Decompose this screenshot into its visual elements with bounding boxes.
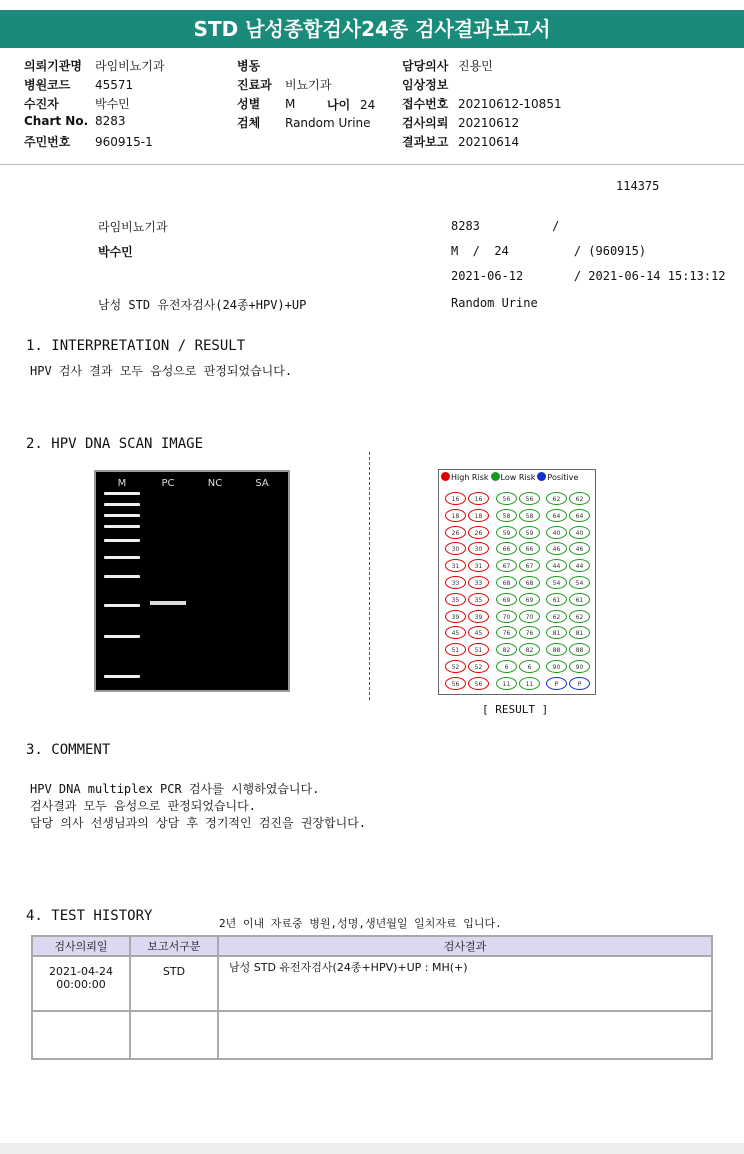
chip-spot: P xyxy=(569,677,590,690)
chip-spot: 62 xyxy=(546,492,567,505)
header-value: 20210614 xyxy=(458,135,520,149)
header-field xyxy=(402,114,519,131)
table-row xyxy=(32,1011,712,1059)
chip-spot: 44 xyxy=(546,559,567,572)
chip-spot: 54 xyxy=(569,576,590,589)
header-value: 비뇨기과 xyxy=(285,78,332,92)
comment-block xyxy=(30,781,366,832)
legend-dot-icon xyxy=(491,472,500,481)
summary-specimen: Random Urine xyxy=(451,296,538,310)
header-field xyxy=(24,114,126,128)
legend-label: Positive xyxy=(547,473,579,482)
chip-spot: 81 xyxy=(569,626,590,639)
marker-band xyxy=(104,675,140,678)
chip-spot: 70 xyxy=(519,610,540,623)
header-label: 병원코드 xyxy=(24,78,71,92)
legend-dot-icon xyxy=(441,472,450,481)
chip-spot: 59 xyxy=(519,526,540,539)
gel-image xyxy=(94,470,290,692)
summary-test-name: 남성 STD 유전자검사(24종+HPV)+UP xyxy=(98,298,307,312)
age-label: 나이 xyxy=(327,98,351,112)
comment-line: HPV DNA multiplex PCR 검사를 시행하였습니다. xyxy=(30,782,320,796)
page-footer-bar xyxy=(0,1143,744,1154)
legend-dot-icon xyxy=(537,472,546,481)
chip-spot: 67 xyxy=(496,559,517,572)
chip-spot: 56 xyxy=(519,492,540,505)
divider-dashed xyxy=(369,452,370,700)
chip-spot: 69 xyxy=(519,593,540,606)
header-value: 8283 xyxy=(95,114,126,128)
chip-spot: 11 xyxy=(519,677,540,690)
history-date: 2021-04-24 xyxy=(49,965,113,978)
header-label: 수진자 xyxy=(24,97,59,111)
header-value: 라임비뇨기과 xyxy=(95,59,165,73)
chip-spot: 66 xyxy=(496,542,517,555)
header-value: 960915-1 xyxy=(95,135,153,149)
chip-spot: 44 xyxy=(569,559,590,572)
header-field xyxy=(237,57,285,74)
summary-hospital: 라임비뇨기과 xyxy=(98,220,168,234)
chip-spot: 62 xyxy=(569,610,590,623)
marker-band xyxy=(104,514,140,517)
section-3-title: 3. COMMENT xyxy=(26,742,111,758)
history-header-row xyxy=(32,936,712,956)
chip-spot: 11 xyxy=(496,677,517,690)
chip-spot: 45 xyxy=(445,626,466,639)
gel-lane-label: M xyxy=(117,478,127,489)
chip-spot: 51 xyxy=(468,643,489,656)
chip-spot: 30 xyxy=(468,542,489,555)
chip-spot: P xyxy=(546,677,567,690)
chip-spot: 18 xyxy=(468,509,489,522)
chip-spot: 16 xyxy=(445,492,466,505)
chip-caption: [ RESULT ] xyxy=(482,703,549,716)
header-label: 검사의뢰 xyxy=(402,116,449,130)
chip-spot: 33 xyxy=(468,576,489,589)
doc-number: 114375 xyxy=(616,179,660,193)
gel-lane-label: SA xyxy=(255,478,269,489)
chip-legend xyxy=(441,472,580,482)
header-field xyxy=(402,133,519,150)
chip-spot: 56 xyxy=(468,677,489,690)
gel-lane-label: NC xyxy=(207,478,223,489)
chip-spot: 64 xyxy=(546,509,567,522)
header-label: 병동 xyxy=(237,59,261,73)
chip-spot: 33 xyxy=(445,576,466,589)
header-value: 45571 xyxy=(95,78,134,92)
interpretation-text: HPV 검사 결과 모두 음성으로 판정되었습니다. xyxy=(30,364,293,378)
chip-spot: 52 xyxy=(468,660,489,673)
chip-spot: 56 xyxy=(445,677,466,690)
section-2-title: 2. HPV DNA SCAN IMAGE xyxy=(26,436,204,452)
chip-spot: 67 xyxy=(519,559,540,572)
chip-spot: 56 xyxy=(496,492,517,505)
chip-spot: 40 xyxy=(569,526,590,539)
history-header-date: 검사의뢰일 xyxy=(32,936,130,956)
header-value: 20210612-10851 xyxy=(458,97,562,111)
history-time: 00:00:00 xyxy=(56,978,106,991)
chip-spot: 39 xyxy=(445,610,466,623)
section-4-title: 4. TEST HISTORY xyxy=(26,908,153,924)
chip-spot: 81 xyxy=(546,626,567,639)
marker-band xyxy=(104,539,140,542)
header-field xyxy=(402,76,458,93)
chip-spot: 30 xyxy=(445,542,466,555)
chip-spot: 58 xyxy=(496,509,517,522)
header-value: M xyxy=(285,97,296,111)
chip-spot: 90 xyxy=(546,660,567,673)
chip-spot: 68 xyxy=(496,576,517,589)
section-1-title: 1. INTERPRETATION / RESULT xyxy=(26,338,246,354)
report-title: STD 남성종합검사24종 검사결과보고서 xyxy=(0,10,744,48)
chip-spot: 6 xyxy=(519,660,540,673)
table-row xyxy=(32,956,712,1011)
chip-spot: 82 xyxy=(496,643,517,656)
chip-spot: 18 xyxy=(445,509,466,522)
header-label: 주민번호 xyxy=(24,135,71,149)
header-value: 박수민 xyxy=(95,97,130,111)
chip-spot: 54 xyxy=(546,576,567,589)
header-field xyxy=(237,76,331,93)
header-label: 진료과 xyxy=(237,78,272,92)
header-field xyxy=(24,57,165,74)
history-type: STD xyxy=(130,956,218,1011)
chip-spot: 51 xyxy=(445,643,466,656)
header-value: 진용민 xyxy=(458,59,493,73)
header-divider xyxy=(0,164,744,165)
header-label: 담당의사 xyxy=(402,59,449,73)
chip-spot: 16 xyxy=(468,492,489,505)
chip-spot: 61 xyxy=(546,593,567,606)
summary-sex-age: M / 24 / (960915) xyxy=(451,244,647,258)
header-label: 의뢰기관명 xyxy=(24,59,82,73)
gel-lane-label: PC xyxy=(161,478,175,489)
marker-band xyxy=(104,575,140,578)
header-label: 결과보고 xyxy=(402,135,449,149)
history-type xyxy=(130,1011,218,1059)
chip-spot: 69 xyxy=(496,593,517,606)
chip-spot: 88 xyxy=(546,643,567,656)
header-label: Chart No. xyxy=(24,114,89,128)
header-value: 20210612 xyxy=(458,116,520,130)
header-label: 접수번호 xyxy=(402,97,449,111)
history-header-type: 보고서구분 xyxy=(130,936,218,956)
comment-line: 담당 의사 선생님과의 상담 후 정기적인 검진을 권장합니다. xyxy=(30,816,367,830)
history-note: 2년 이내 자료중 병원,성명,생년월일 일치자료 입니다. xyxy=(219,917,502,930)
chip-spot: 82 xyxy=(519,643,540,656)
legend-label: High Risk xyxy=(451,473,489,482)
chip-spot: 62 xyxy=(569,492,590,505)
header-field xyxy=(402,95,562,112)
chip-spot: 31 xyxy=(445,559,466,572)
pc-band xyxy=(150,601,186,605)
chip-spot: 58 xyxy=(519,509,540,522)
chip-spot: 40 xyxy=(546,526,567,539)
chip-spot: 39 xyxy=(468,610,489,623)
header-field xyxy=(402,57,493,74)
summary-chart: 8283 / xyxy=(451,219,560,233)
marker-band xyxy=(104,635,140,638)
chip-spot: 62 xyxy=(546,610,567,623)
comment-line: 검사결과 모두 음성으로 판정되었습니다. xyxy=(30,799,256,813)
marker-band xyxy=(104,492,140,495)
chip-spot: 45 xyxy=(468,626,489,639)
chip-spot: 59 xyxy=(496,526,517,539)
chip-spot: 26 xyxy=(468,526,489,539)
marker-band xyxy=(104,604,140,607)
summary-dates: 2021-06-12 / 2021-06-14 15:13:12 xyxy=(451,269,726,283)
history-result: 남성 STD 유전자검사(24종+HPV)+UP : MH(+) xyxy=(218,956,712,1011)
chip-spot: 52 xyxy=(445,660,466,673)
history-date-cell xyxy=(32,956,130,1011)
history-date xyxy=(32,1011,130,1059)
history-header-result: 검사결과 xyxy=(218,936,712,956)
header-field xyxy=(24,95,130,112)
chip-spot: 76 xyxy=(519,626,540,639)
summary-patient: 박수민 xyxy=(98,245,133,259)
chip-spot: 64 xyxy=(569,509,590,522)
age-value: 24 xyxy=(360,98,376,112)
chip-spot: 88 xyxy=(569,643,590,656)
chip-spot: 35 xyxy=(445,593,466,606)
header-label: 검체 xyxy=(237,116,261,130)
chip-spot: 66 xyxy=(519,542,540,555)
header-field xyxy=(237,95,295,112)
history-result xyxy=(218,1011,712,1059)
chip-spot: 46 xyxy=(569,542,590,555)
chip-spot: 6 xyxy=(496,660,517,673)
marker-band xyxy=(104,503,140,506)
header-field xyxy=(24,76,133,93)
chip-spot: 76 xyxy=(496,626,517,639)
hpv-chip-result xyxy=(438,469,596,695)
history-table xyxy=(31,935,713,1060)
header-value: Random Urine xyxy=(285,116,371,130)
marker-band xyxy=(104,556,140,559)
chip-spot: 31 xyxy=(468,559,489,572)
header-field xyxy=(237,114,371,131)
chip-spot: 68 xyxy=(519,576,540,589)
age-field xyxy=(327,96,375,113)
chip-spot: 70 xyxy=(496,610,517,623)
legend-label: Low Risk xyxy=(500,473,536,482)
chip-spot: 26 xyxy=(445,526,466,539)
chip-spot: 61 xyxy=(569,593,590,606)
header-field xyxy=(24,133,153,150)
marker-band xyxy=(104,525,140,528)
chip-spot: 35 xyxy=(468,593,489,606)
chip-spot: 90 xyxy=(569,660,590,673)
header-label: 성별 xyxy=(237,97,261,111)
header-label: 임상정보 xyxy=(402,78,449,92)
chip-spot: 46 xyxy=(546,542,567,555)
